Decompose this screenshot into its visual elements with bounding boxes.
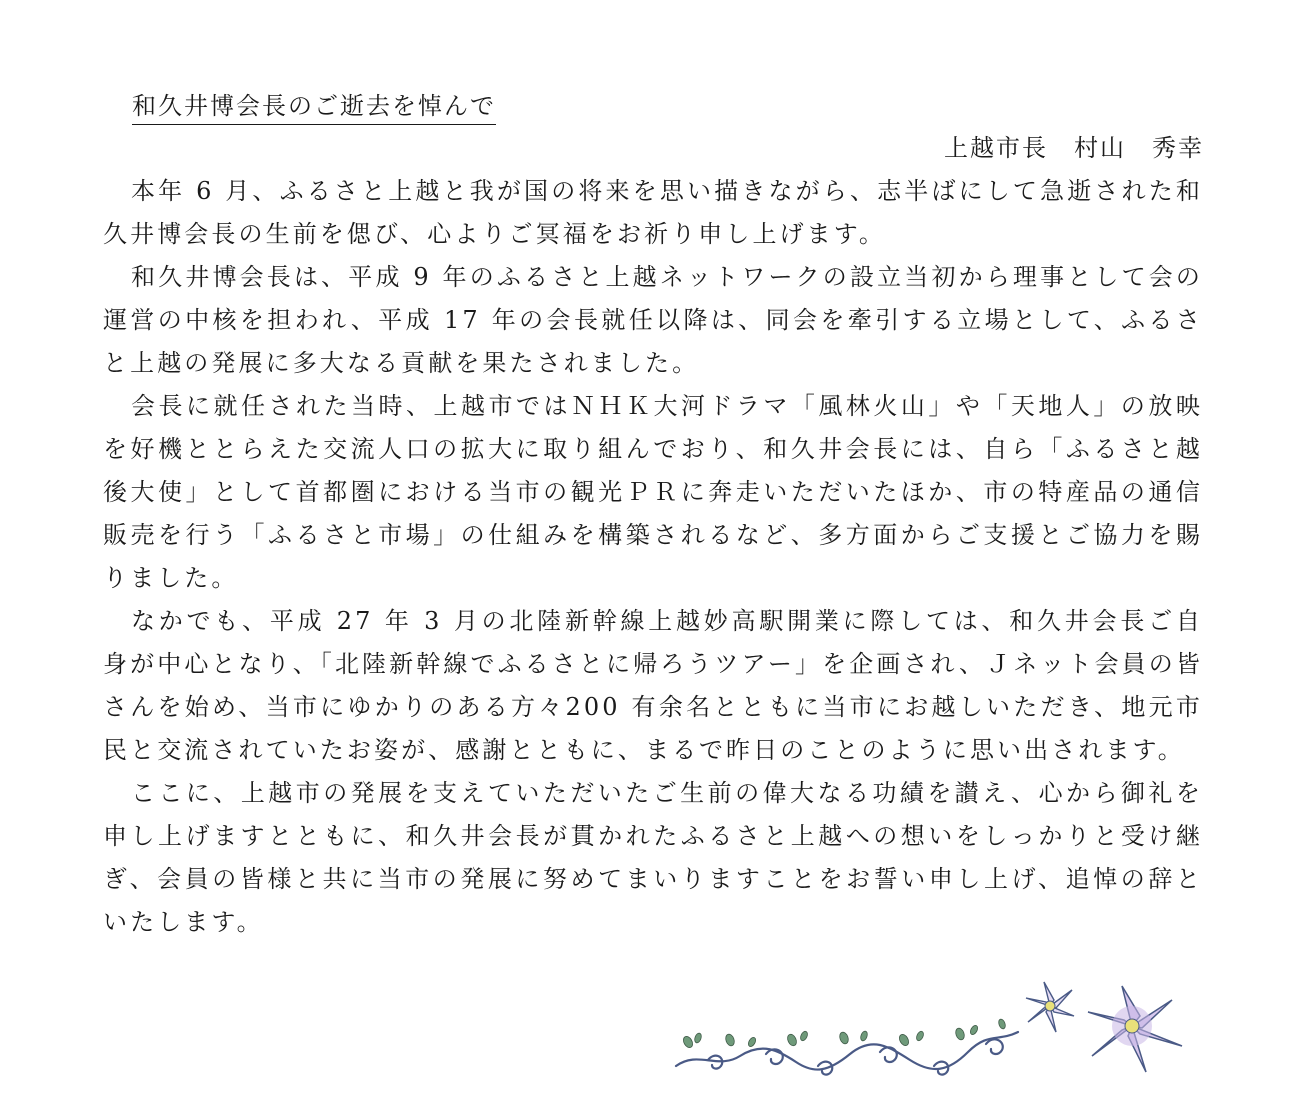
paragraph: 和久井博会長は、平成 9 年のふるさと上越ネットワークの設立当初から理事として会の運営の中核を担われ、平成 17 年の会長就任以降は、同会を牽引する立場として、ふるさと上越の発展に多大なる貢献を果たされました。 — [103, 263, 1203, 377]
flower-vine-ornament-icon — [668, 980, 1198, 1090]
large-flower-icon — [1088, 986, 1182, 1072]
paragraph: ここに、上越市の発展を支えていただいたご生前の偉大なる功績を讃え、心から御礼を申し上げますとともに、和久井会長が貫かれたふるさと上越への想いをしっかりと受け継ぎ、会員の皆様と共に当市の発展に努めてまいりますことをお誓い申し上げ、追悼の辞といたします。 — [103, 779, 1203, 936]
paragraph: 本年 6 月、ふるさと上越と我が国の将来を思い描きながら、志半ばにして急逝された和久井博会長の生前を偲び、心よりご冥福をお祈り申し上げます。 — [103, 177, 1203, 248]
paragraph: 会長に就任された当時、上越市ではＮＨＫ大河ドラマ「風林火山」や「天地人」の放映を好機ととらえた交流人口の拡大に取り組んでおり、和久井会長には、自ら「ふるさと越後大使」として首都圏における当市の観光ＰＲに奔走いただいたほか、市の特産品の通信販売を行う「ふるさと市場」の仕組みを構築されるなど、多方面からご支援とご協力を賜りました。 — [103, 392, 1203, 592]
paragraph: なかでも、平成 27 年 3 月の北陸新幹線上越妙高駅開業に際しては、和久井会長ご自身が中心となり、「北陸新幹線でふるさとに帰ろうツアー」を企画され、Ｊネット会員の皆さんを始め、当市にゆかりのある方々200 有余名とともに当市にお越しいただき、地元市民と交流されていたお姿が、感謝とともに、まるで昨日のことのように思い出されます。 — [103, 607, 1203, 764]
small-flower-icon — [1026, 982, 1074, 1032]
author-line: 上越市長 村山 秀幸 — [944, 134, 1204, 162]
document-body — [103, 170, 1203, 944]
document-title: 和久井博会長のご逝去を悼んで — [132, 88, 496, 125]
vine-leaves — [682, 1018, 1007, 1049]
